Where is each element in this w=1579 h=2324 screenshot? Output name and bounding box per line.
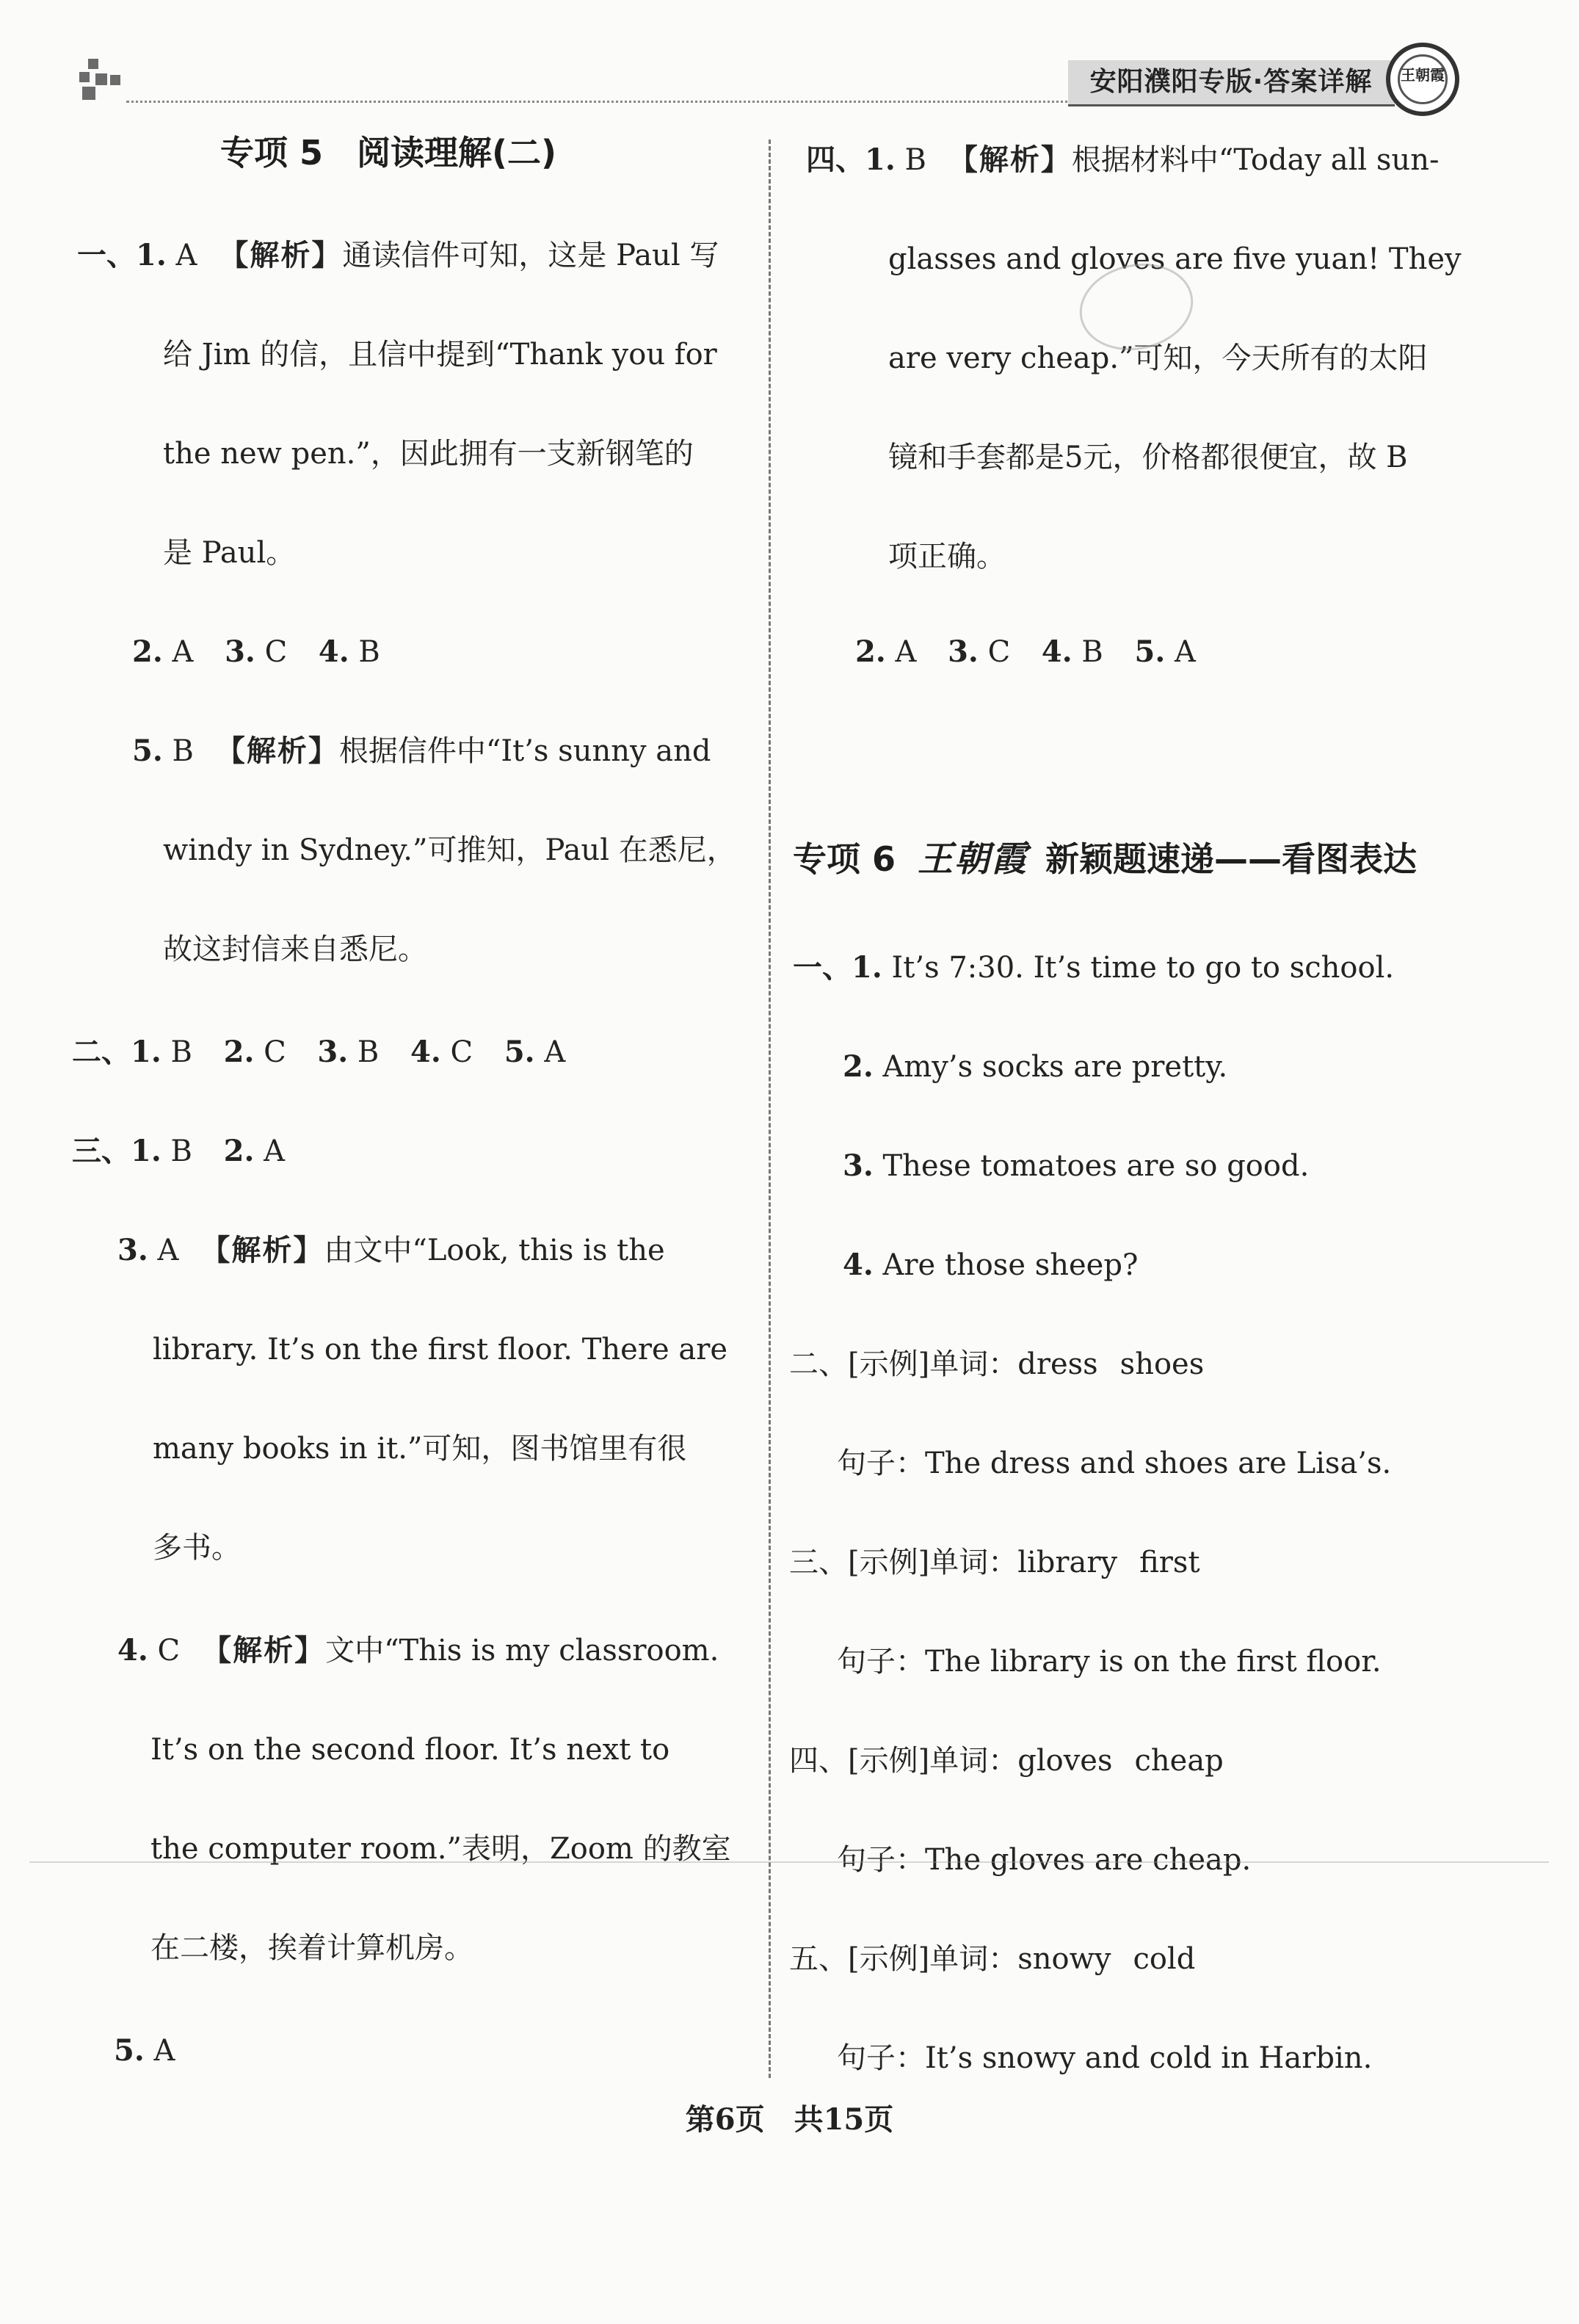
answer-3-4: 4. C 【解析】文中“This is my classroom. (117, 1633, 719, 1668)
answer-4-1: 四、1. B 【解析】根据材料中“Today all sun- (806, 142, 1440, 177)
answer-section-3: 三、1. B 2. A (72, 1134, 285, 1168)
picture-answer-1: 一、1. It’s 7:30. It’s time to go to school. (793, 950, 1395, 985)
explanation-line: 故这封信来自悉尼。 (163, 933, 427, 966)
answer-section-2: 二、1. B 2. C 3. B 4. C 5. A (72, 1035, 566, 1069)
section-heading-6: 专项 6 王朝霞 新颖题速递——看图表达 (793, 839, 1418, 880)
page-fold-line (29, 1861, 1549, 1863)
corner-decoration (79, 59, 123, 103)
explanation-line: are very cheap.”可知，今天所有的太阳 (888, 341, 1428, 375)
example-3-sentence: 句子：The library is on the first floor. (837, 1645, 1382, 1679)
explanation-line: 在二楼，挨着计算机房。 (150, 1931, 473, 1965)
header-rule (126, 101, 1073, 103)
example-2-sentence: 句子：The dress and shoes are Lisa’s. (837, 1447, 1392, 1480)
page-number: 第6页 共15页 (685, 2102, 894, 2137)
column-divider (769, 140, 771, 2078)
explanation-line: the new pen.”，因此拥有一支新钢笔的 (163, 437, 694, 471)
example-4-sentence: 句子：The gloves are cheap. (837, 1843, 1252, 1877)
answer-1-1: 一、1. A 【解析】通读信件可知，这是 Paul 写 (77, 238, 719, 272)
explanation-line: 是 Paul。 (163, 536, 296, 570)
explanation-line: 多书。 (153, 1531, 241, 1565)
explanation-line: glasses and gloves are five yuan! They (888, 242, 1462, 276)
section-heading-5: 专项 5 阅读理解(二) (220, 133, 557, 173)
brand-logo-text: 王朝霞 (1401, 66, 1445, 84)
example-5-words: 五、[示例]单词：snowy cold (789, 1942, 1196, 1976)
picture-answer-4: 4. Are those sheep? (843, 1248, 1139, 1282)
explanation-line: windy in Sydney.”可推知，Paul 在悉尼， (163, 833, 736, 867)
explanation-line: 镜和手套都是5元，价格都很便宜，故 B (888, 441, 1408, 474)
header-title: 安阳濮阳专版·答案详解 (1089, 67, 1373, 97)
example-3-words: 三、[示例]单词：library first (789, 1546, 1200, 1579)
example-2-words: 二、[示例]单词：dress shoes (789, 1347, 1205, 1381)
answer-1-5: 5. B 【解析】根据信件中“It’s sunny and (132, 734, 711, 768)
explanation-line: many books in it.”可知，图书馆里有很 (153, 1432, 687, 1466)
answer-3-5: 5. A (114, 2033, 175, 2068)
picture-answer-2: 2. Amy’s socks are pretty. (843, 1049, 1228, 1084)
explanation-line: the computer room.”表明，Zoom 的教室 (150, 1832, 731, 1866)
example-4-words: 四、[示例]单词：gloves cheap (789, 1744, 1224, 1778)
answer-1-rest: 2. A 3. C 4. B (132, 634, 380, 669)
brand-logo-icon (1386, 43, 1459, 116)
explanation-line: It’s on the second floor. It’s next to (150, 1733, 670, 1767)
picture-answer-3: 3. These tomatoes are so good. (843, 1148, 1310, 1183)
explanation-line: library. It’s on the first floor. There are (153, 1333, 727, 1366)
answer-4-rest: 2. A 3. C 4. B 5. A (855, 634, 1196, 669)
explanation-line: 项正确。 (888, 540, 1006, 573)
brand-inline-logo: 王朝霞 (918, 839, 1028, 880)
example-5-sentence: 句子：It’s snowy and cold in Harbin. (837, 2041, 1373, 2075)
answer-3-3: 3. A 【解析】由文中“Look, this is the (117, 1233, 665, 1267)
explanation-line: 给 Jim 的信，且信中提到“Thank you for (163, 338, 717, 372)
